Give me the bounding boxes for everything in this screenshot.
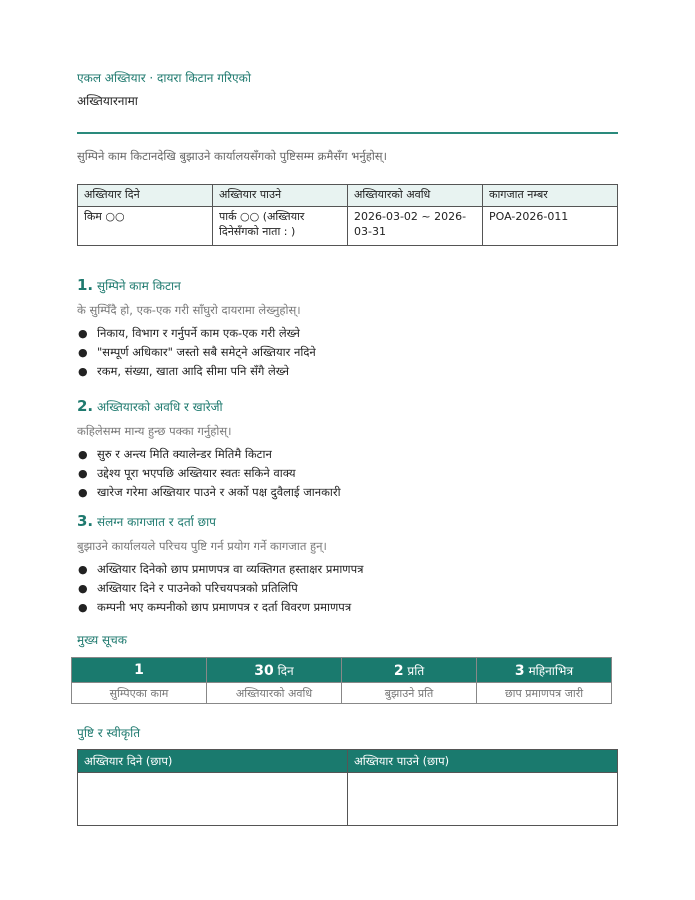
section-lead: कहिलेसम्म मान्य हुन्छ पक्का गर्नुहोस्। [77,424,232,438]
list-item-text: खारेज गरेमा अख्तियार पाउने र अर्को पक्ष दुवैलाई जानकारी [97,485,341,499]
signature-table [77,749,618,826]
list-item [77,560,618,579]
bullet-icon: ● [78,563,88,576]
kpi-unit: दिन [273,663,294,678]
header-grantee: अख्तियार पाउने [213,185,348,207]
list-item [77,598,618,617]
list-item [77,579,618,598]
kpi-value-cell [342,658,477,683]
kpi-value-cell [207,658,342,683]
section-number: 2. [77,397,94,415]
grantor-seal-box[interactable] [78,773,348,826]
list-item-text: कम्पनी भए कम्पनीको छाप प्रमाणपत्र र दर्ता विवरण प्रमाणपत्र [97,600,352,614]
section-title: संलग्न कागजात र दर्ता छाप [96,515,217,529]
kpi-value: 2 [393,662,404,679]
section-1 [77,274,618,381]
list-item [77,483,618,502]
bullet-list [77,445,618,502]
info-table-header-row [78,185,618,207]
document-title: अख्तियारनामा [77,94,138,108]
kpi-value-cell [477,658,612,683]
list-item [77,445,618,464]
section-title: सुम्पिने काम किटान [96,279,181,293]
section-lead: बुझाउने कार्यालयले परिचय पुष्टि गर्न प्रयोग गर्ने कागजात हुन्। [77,539,327,553]
list-item-text: अख्तियार दिने र पाउनेको परिचयपत्रको प्रतिलिपि [97,581,298,595]
list-item-text: अख्तियार दिनेको छाप प्रमाणपत्र वा व्यक्तिगत हस्ताक्षर प्रमाणपत्र [97,562,364,576]
kpi-labels-row [72,683,612,704]
section-3 [77,510,618,617]
section-heading [77,274,618,296]
signature-header-row [78,750,618,773]
section-number: 3. [77,512,94,530]
kpi-label: छाप प्रमाणपत्र जारी [477,683,612,704]
signature-grantee-header: अख्तियार पाउने (छाप) [348,750,618,773]
bullet-icon: ● [78,601,88,614]
header-grantor: अख्तियार दिने [78,185,213,207]
bullet-icon: ● [78,346,88,359]
bullet-icon: ● [78,486,88,499]
kpi-unit: प्रति [403,663,425,678]
header-period: अख्तियारको अवधि [348,185,483,207]
kpi-unit: महिनाभित्र [524,663,574,678]
kpi-value: 30 [254,662,274,679]
header-doc-number: कागजात नम्बर [483,185,618,207]
title-divider [77,132,618,134]
cell-doc-number: POA-2026-011 [483,207,618,246]
bullet-icon: ● [78,467,88,480]
section-lead: के सुम्पिँदै हो, एक-एक गरी साँघुरो दायरामा लेख्नुहोस्। [77,303,301,317]
kpi-label: अख्तियारको अवधि [207,683,342,704]
section-2 [77,395,618,502]
cell-period: 2026-03-02 ~ 2026-03-31 [348,207,483,246]
intro-text: सुम्पिने काम किटानदेखि बुझाउने कार्यालयसँगको पुष्टिसम्म क्रमैसँग भर्नुहोस्। [77,149,387,163]
kpi-value-cell [72,658,207,683]
document-kicker: एकल अख्तियार · दायरा किटान गरिएको [77,71,252,85]
section-number: 1. [77,276,94,294]
kpi-value: 3 [514,662,525,679]
grantee-seal-box[interactable] [348,773,618,826]
info-table [77,184,618,246]
cell-grantor: किम ○○ [78,207,213,246]
signature-title: पुष्टि र स्वीकृति [77,726,141,740]
list-item-text: सुरु र अन्त्य मिति क्यालेन्डर मितिमै किटान [97,447,272,461]
list-item-text: उद्देश्य पूरा भएपछि अख्तियार स्वतः सकिने वाक्य [97,466,296,480]
kpi-title: मुख्य सूचक [77,633,127,647]
list-item [77,324,618,343]
kpi-label: सुम्पिएका काम [72,683,207,704]
signature-box-row [78,773,618,826]
signature-grantor-header: अख्तियार दिने (छाप) [78,750,348,773]
list-item-text: रकम, संख्या, खाता आदि सीमा पनि सँगै लेख्ने [97,364,289,378]
bullet-icon: ● [78,327,88,340]
bullet-icon: ● [78,365,88,378]
list-item [77,362,618,381]
kpi-value: 1 [134,662,144,678]
bullet-icon: ● [78,582,88,595]
list-item [77,464,618,483]
bullet-list [77,324,618,381]
bullet-icon: ● [78,448,88,461]
list-item-text: निकाय, विभाग र गर्नुपर्ने काम एक-एक गरी लेख्ने [97,326,300,340]
section-title: अख्तियारको अवधि र खारेजी [96,400,223,414]
section-heading [77,395,618,417]
list-item [77,343,618,362]
cell-grantee: पार्क ○○ (अख्तियार दिनेसँगको नाता : ) [213,207,348,246]
section-heading [77,510,618,532]
bullet-list [77,560,618,617]
kpi-values-row [72,658,612,683]
info-table-row [78,207,618,246]
kpi-table [71,657,612,704]
kpi-label: बुझाउने प्रति [342,683,477,704]
list-item-text: "सम्पूर्ण अधिकार" जस्तो सबै समेट्ने अख्तियार नदिने [97,345,316,359]
